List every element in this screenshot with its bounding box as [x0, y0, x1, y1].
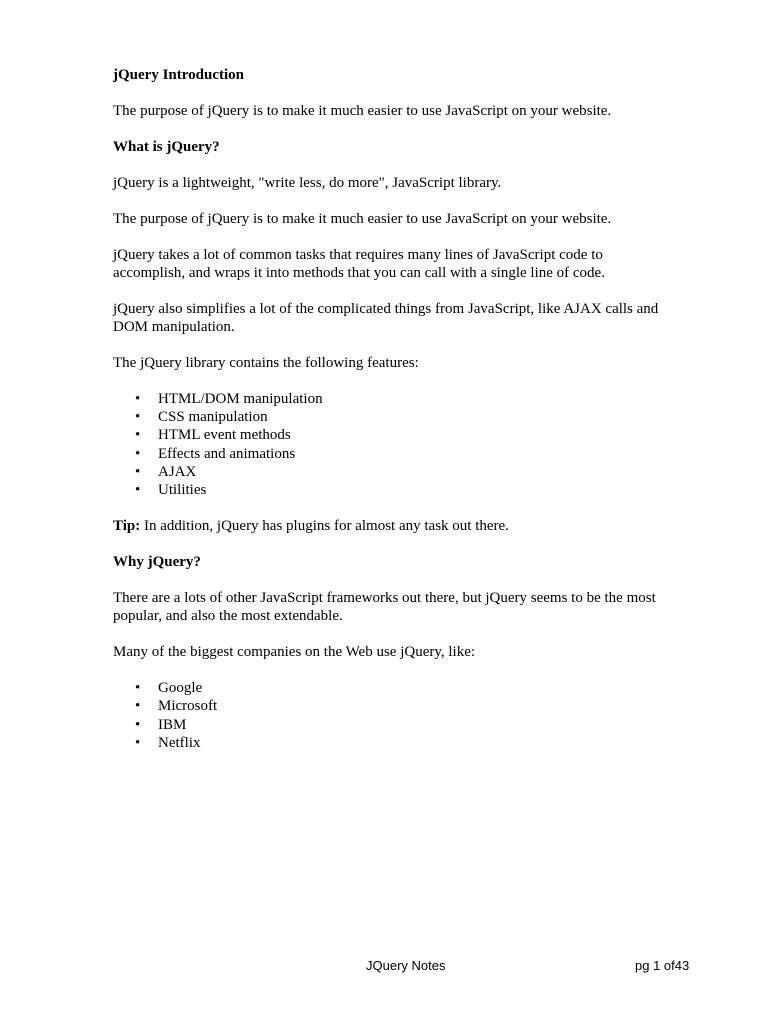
tip-paragraph: [113, 517, 673, 535]
paragraph: The purpose of jQuery is to make it much easier to use JavaScript on your website.: [113, 211, 612, 227]
companies-list: [113, 679, 673, 752]
list-item-text: Google: [158, 680, 203, 697]
tip-text: In addition, jQuery has plugins for almost any task out there.: [140, 518, 509, 535]
why-jquery-heading: Why jQuery?: [113, 554, 201, 571]
bullet-icon: •: [135, 463, 141, 480]
list-item-text: CSS manipulation: [158, 409, 268, 426]
document-body: [113, 66, 673, 770]
document-title: jQuery Introduction: [113, 67, 244, 83]
list-item-text: Effects and animations: [158, 445, 296, 462]
features-list: [113, 390, 673, 499]
bullet-icon: •: [135, 391, 141, 407]
bullet-icon: •: [135, 482, 141, 499]
paragraph: There are a lots of other JavaScript frameworks out there, but jQuery seems to be the most popular, and also the most extendable.: [113, 590, 656, 625]
list-item: [113, 716, 673, 734]
paragraph: Many of the biggest companies on the Web use jQuery, like:: [113, 644, 476, 661]
intro-paragraph: The purpose of jQuery is to make it much easier to use JavaScript on your website.: [113, 103, 612, 119]
tip-label: Tip:: [113, 518, 141, 535]
what-is-jquery-heading: What is jQuery?: [113, 139, 220, 155]
bullet-icon: •: [135, 680, 141, 697]
paragraph: jQuery takes a lot of common tasks that requires many lines of JavaScript code to accomplish, and wraps it into methods that you can call with a single line of code.: [113, 247, 605, 281]
list-item: [113, 697, 673, 715]
list-item: [113, 408, 673, 426]
list-item-text: Microsoft: [158, 698, 218, 715]
bullet-icon: •: [135, 698, 141, 715]
list-item: [113, 679, 673, 697]
bullet-icon: •: [135, 409, 141, 426]
list-item-text: IBM: [158, 716, 187, 733]
list-item-text: HTML event methods: [158, 427, 291, 444]
bullet-icon: •: [135, 716, 141, 733]
list-item-text: HTML/DOM manipulation: [158, 391, 323, 407]
list-item: [113, 445, 673, 463]
list-item-text: Utilities: [158, 482, 207, 499]
list-item: [113, 426, 673, 444]
paragraph: jQuery also simplifies a lot of the complicated things from JavaScript, like AJAX calls and DOM manipulation.: [113, 301, 659, 335]
list-item: [113, 390, 673, 408]
list-item: [113, 463, 673, 481]
bullet-icon: •: [135, 734, 141, 751]
bullet-icon: •: [135, 427, 141, 444]
footer-title: JQuery Notes: [366, 958, 446, 973]
paragraph: The jQuery library contains the following features:: [113, 355, 419, 371]
list-item: [113, 481, 673, 499]
list-item-text: Netflix: [158, 734, 201, 751]
page-number: pg 1 of43: [635, 958, 690, 973]
list-item-text: AJAX: [158, 463, 197, 480]
list-item: [113, 734, 673, 752]
paragraph: jQuery is a lightweight, "write less, do more", JavaScript library.: [113, 175, 502, 191]
bullet-icon: •: [135, 445, 141, 462]
